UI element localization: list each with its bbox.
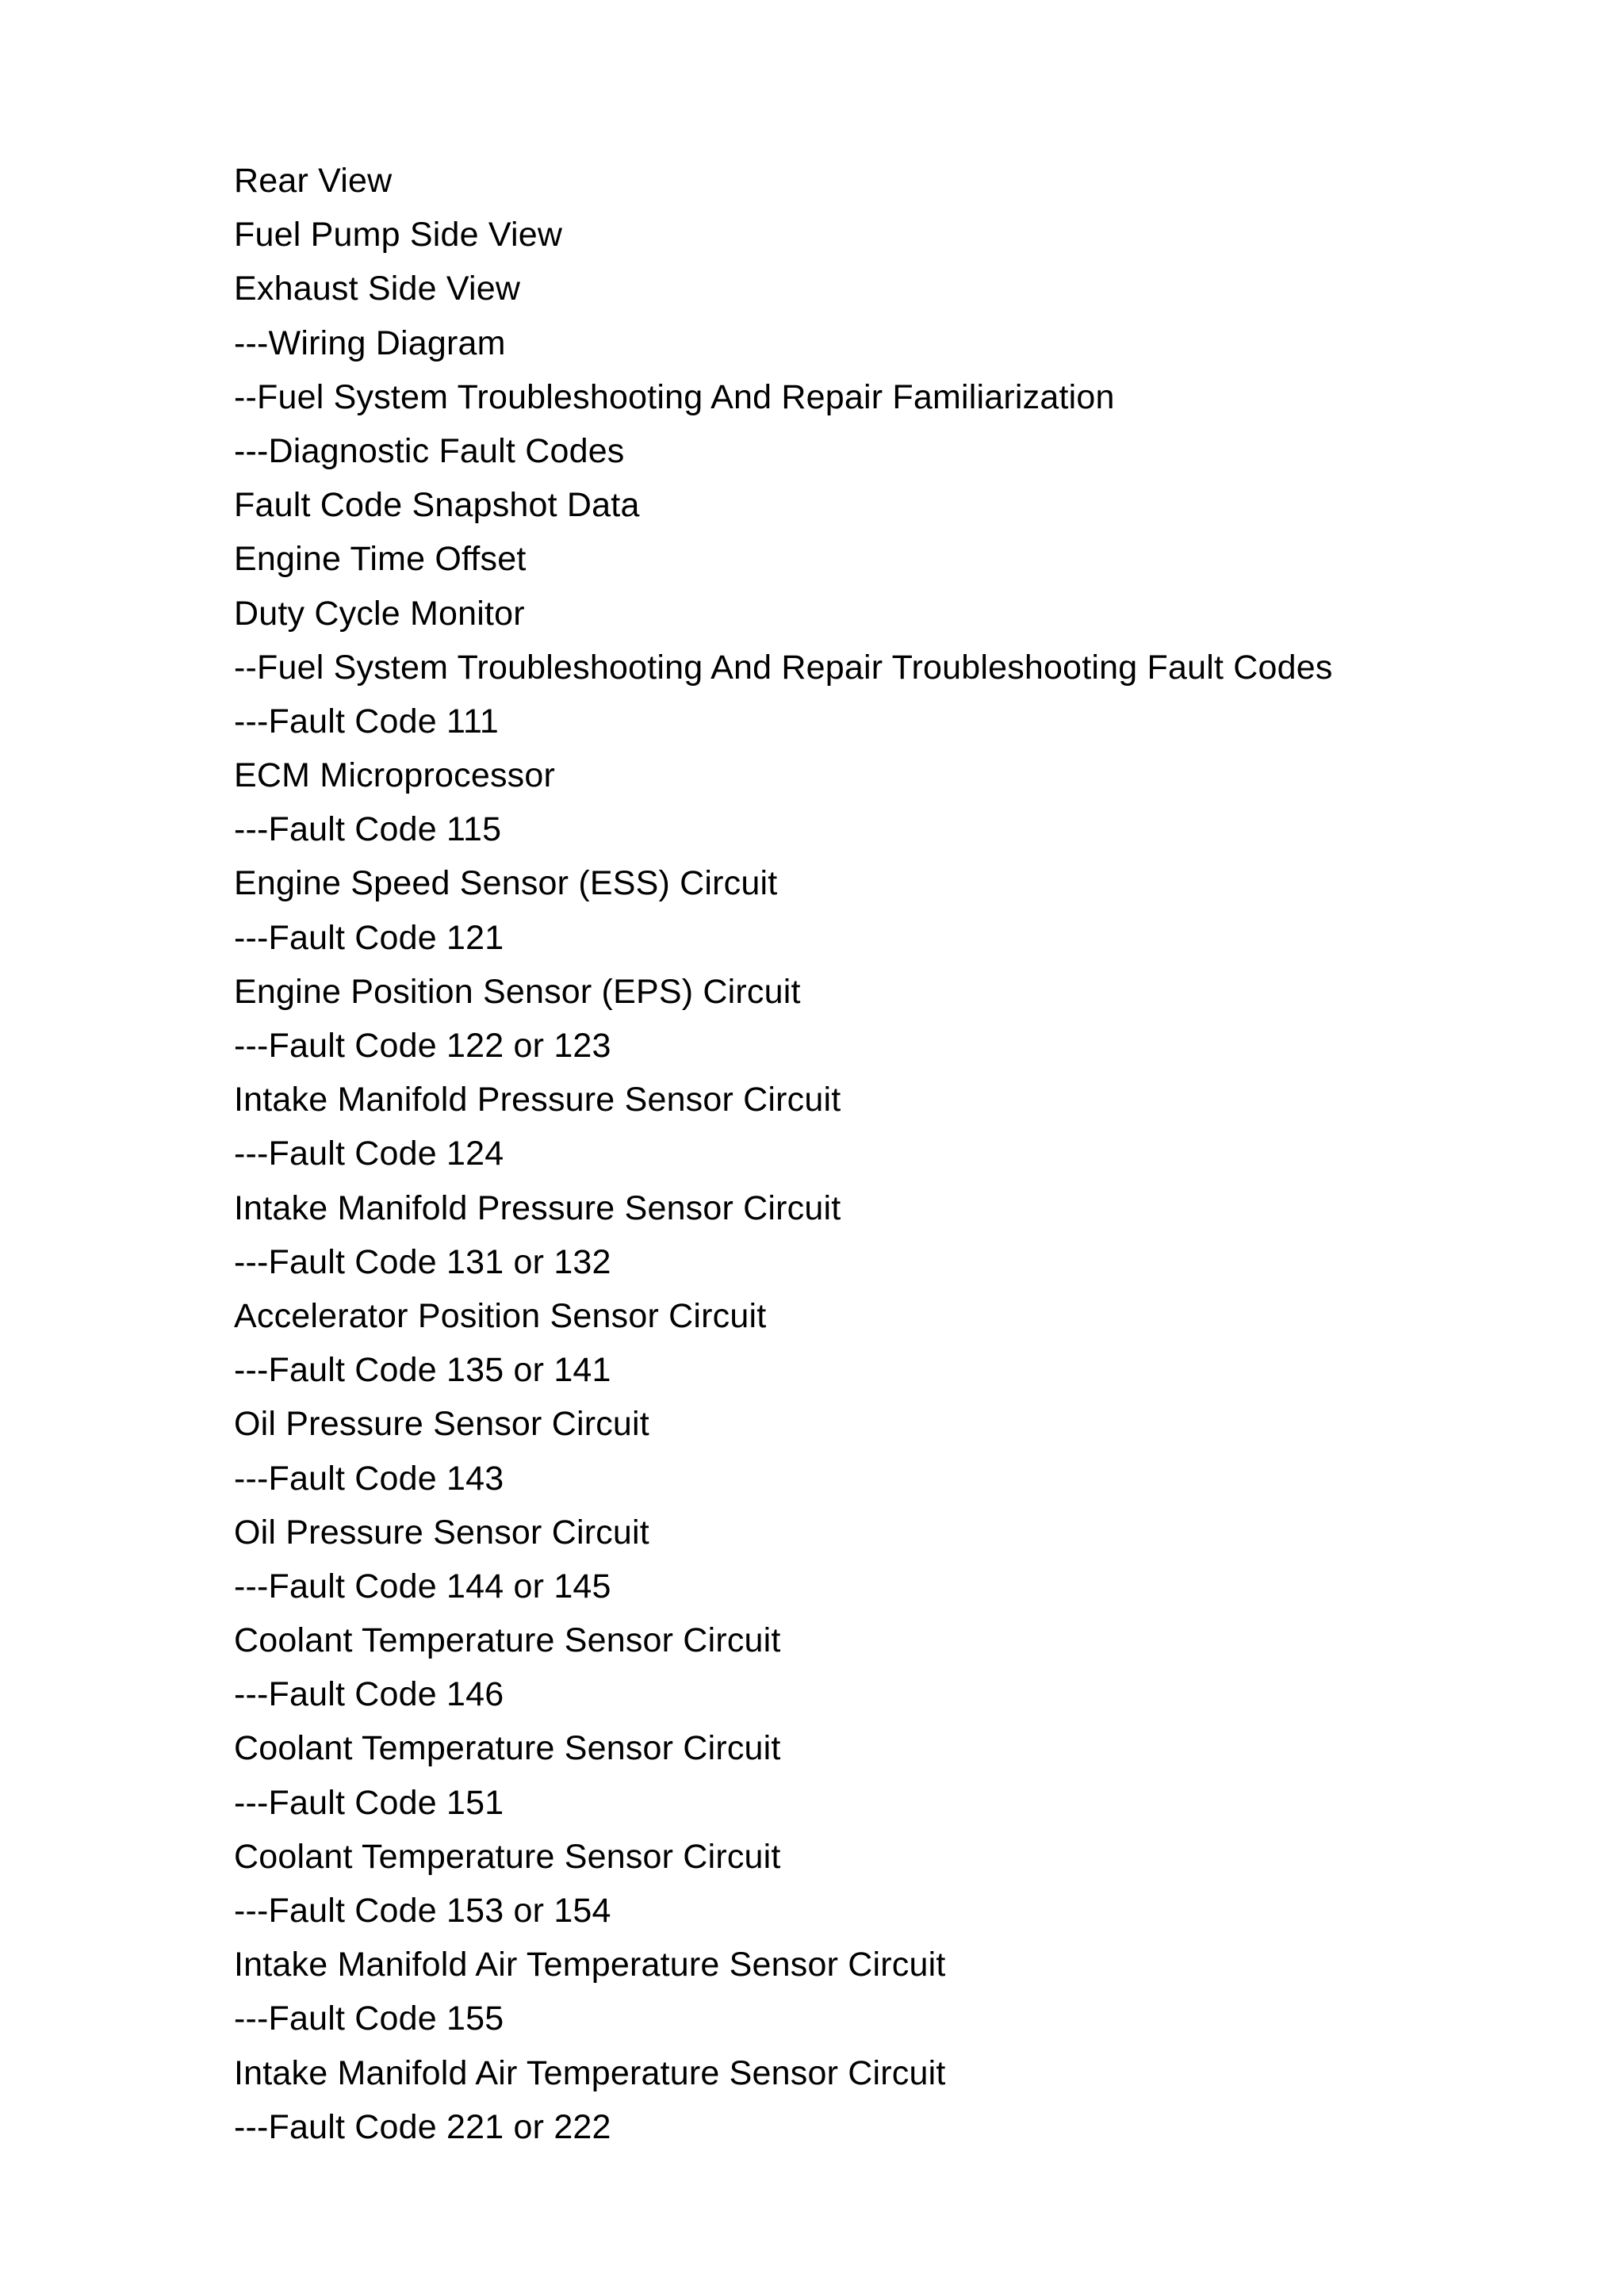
toc-line: Engine Time Offset <box>234 540 527 579</box>
toc-line: Oil Pressure Sensor Circuit <box>234 1405 649 1444</box>
toc-line: Intake Manifold Pressure Sensor Circuit <box>234 1081 841 1119</box>
toc-line: ---Fault Code 111 <box>234 702 500 740</box>
toc-line: Coolant Temperature Sensor Circuit <box>234 1729 781 1768</box>
toc-line: Intake Manifold Pressure Sensor Circuit <box>234 1188 841 1227</box>
toc-line: Fuel Pump Side View <box>234 216 563 254</box>
toc-line: ---Fault Code 153 or 154 <box>234 1892 611 1930</box>
toc-line: ---Fault Code 146 <box>234 1675 504 1714</box>
toc-line: ---Fault Code 115 <box>234 810 502 849</box>
toc-line: ---Fault Code 135 or 141 <box>234 1351 611 1390</box>
toc-line: --Fuel System Troubleshooting And Repair Troubleshooting Fault Codes <box>234 648 1333 687</box>
toc-line: Oil Pressure Sensor Circuit <box>234 1513 649 1552</box>
toc-line: --Fuel System Troubleshooting And Repair Familiarization <box>234 377 1115 416</box>
toc-line: ---Fault Code 122 or 123 <box>234 1027 611 1065</box>
toc-line: ---Fault Code 144 or 145 <box>234 1567 611 1605</box>
toc-line: ---Fault Code 131 or 132 <box>234 1242 611 1281</box>
toc-line: Engine Position Sensor (EPS) Circuit <box>234 972 801 1011</box>
table-of-contents-list <box>234 154 1333 2154</box>
toc-line: Coolant Temperature Sensor Circuit <box>234 1837 781 1876</box>
toc-line: ---Diagnostic Fault Codes <box>234 431 625 470</box>
toc-line: Exhaust Side View <box>234 270 521 308</box>
toc-line: Duty Cycle Monitor <box>234 594 525 633</box>
toc-line: Intake Manifold Air Temperature Sensor Circuit <box>234 1946 946 1984</box>
toc-line: ---Fault Code 121 <box>234 918 504 957</box>
toc-line: ECM Microprocessor <box>234 756 556 795</box>
toc-line: Rear View <box>234 162 393 200</box>
toc-line: Fault Code Snapshot Data <box>234 486 640 525</box>
toc-line: Intake Manifold Air Temperature Sensor Circuit <box>234 2053 946 2092</box>
toc-line: ---Fault Code 124 <box>234 1135 504 1173</box>
toc-line: ---Fault Code 151 <box>234 1783 504 1822</box>
toc-line: ---Fault Code 155 <box>234 1999 504 2038</box>
toc-line: ---Wiring Diagram <box>234 323 506 362</box>
toc-line: Engine Speed Sensor (ESS) Circuit <box>234 864 778 903</box>
toc-line: ---Fault Code 143 <box>234 1459 504 1498</box>
toc-line: Accelerator Position Sensor Circuit <box>234 1296 767 1335</box>
toc-line: Coolant Temperature Sensor Circuit <box>234 1621 781 1660</box>
toc-line: ---Fault Code 221 or 222 <box>234 2107 611 2146</box>
